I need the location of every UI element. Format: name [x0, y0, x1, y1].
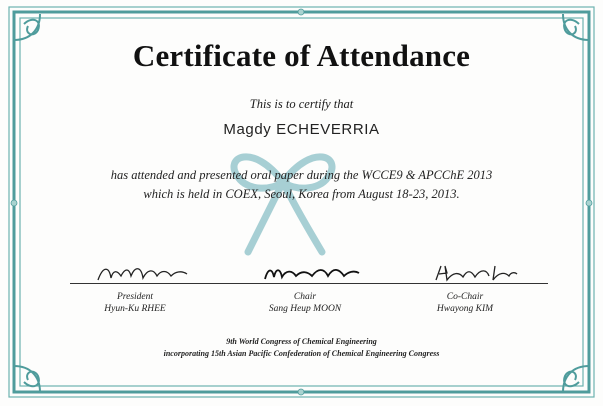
- body-line-1: has attended and presented oral paper during the WCCE9 & APCChE 2013: [110, 168, 493, 182]
- president-name: Hyun-Ku RHEE: [104, 304, 166, 314]
- corner-flourish-bottom-left: [14, 366, 40, 392]
- cochair-role: Co-Chair: [446, 292, 484, 302]
- chair-signature: [262, 262, 362, 284]
- chair-block: [230, 291, 380, 315]
- chair-role: Chair: [293, 292, 317, 302]
- president-block: [60, 291, 210, 315]
- chair-name: Sang Heup MOON: [268, 304, 342, 314]
- footer-line-2: incorporating 15th Asian Pacific Confederation of Chemical Engineering Congress: [163, 349, 440, 358]
- body-line-2: which is held in COEX, Seoul, Korea from August 18-23, 2013.: [143, 187, 460, 201]
- footer-line-1: 9th World Congress of Chemical Engineering: [226, 337, 377, 346]
- certify-text: This is to certify that: [249, 97, 354, 111]
- recipient-name: Magdy ECHEVERRIA: [223, 121, 380, 138]
- cochair-name: Hwayong KIM: [436, 304, 494, 314]
- president-role: President: [116, 292, 154, 302]
- signature-rule: [70, 283, 548, 284]
- certificate-title: Certificate of Attendance: [132, 38, 471, 73]
- cochair-block: [390, 291, 540, 315]
- cochair-signature: [433, 262, 518, 284]
- president-signature: [95, 262, 190, 284]
- corner-flourish-bottom-right: [563, 366, 589, 392]
